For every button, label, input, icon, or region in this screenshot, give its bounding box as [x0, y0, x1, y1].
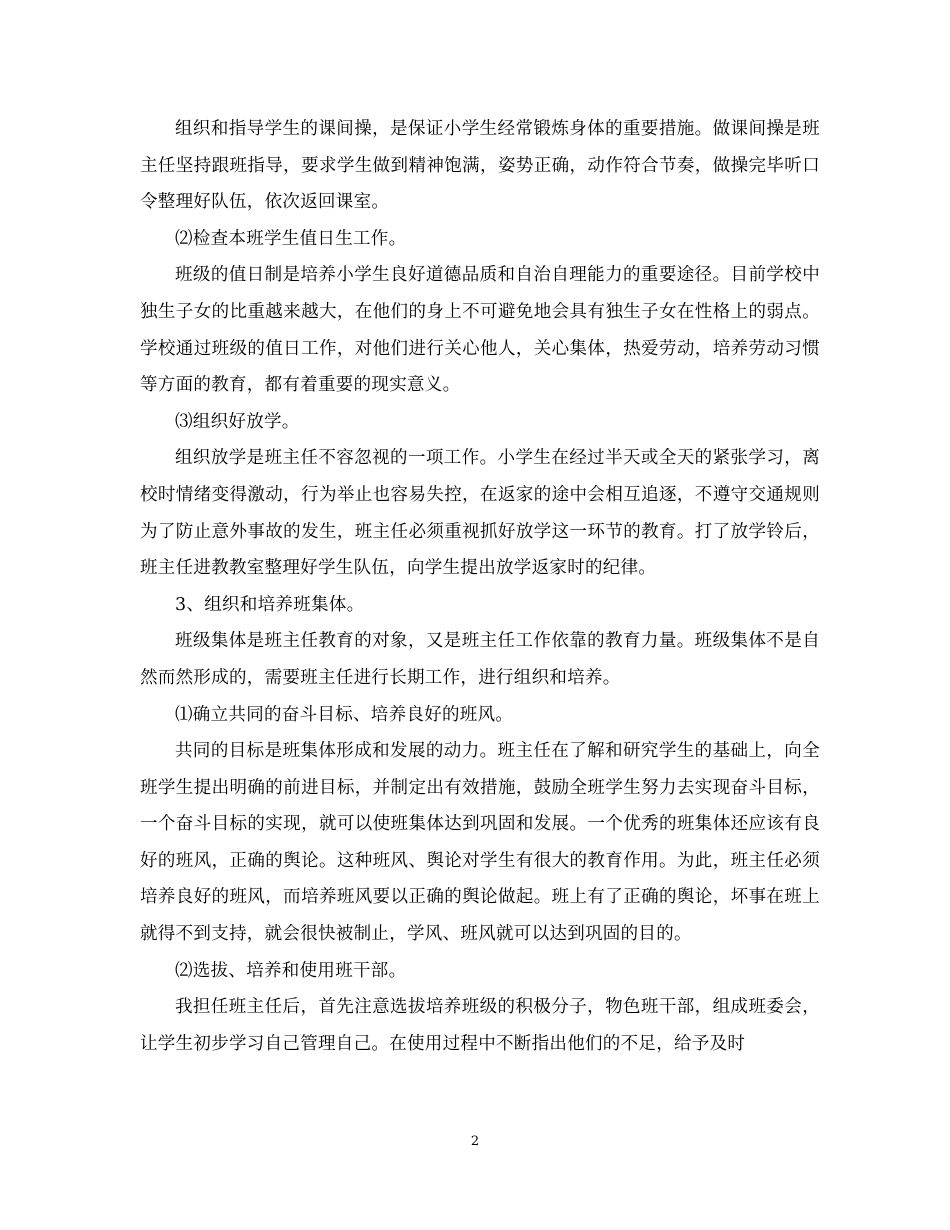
paragraph-dismissal: 组织放学是班主任不容忽视的一项工作。小学生在经过半天或全天的紧张学习，离校时情绪变得激动，行为举止也容易失控，在返家的途中会相互追逐，不遵守交通规则为了防止意外事故的发生，班主任必须重视抓好放学这一环节的教育。打了放学铃后，班主任进教教室整理好学生队伍，向学生提出放学返家时的纪律。: [140, 448, 820, 579]
paragraph-duty-system: 班级的值日制是培养小学生良好道德品质和自治自理能力的重要途径。目前学校中独生子女的比重越来越大，在他们的身上不可避免地会具有独生子女在性格上的弱点。学校通过班级的值日工作，对他们进行关心他人，关心集体，热爱劳动，培养劳动习惯等方面的教育，都有着重要的现实意义。: [140, 265, 820, 396]
heading-check-duty-students: ⑵检查本班学生值日生工作。: [175, 228, 407, 249]
heading-organize-dismissal: ⑶组织好放学。: [175, 411, 300, 432]
paragraph-exercise-guidance: 组织和指导学生的课间操，是保证小学生经常锻炼身体的重要措施。做课间操是班主任坚持跟班指导，要求学生做到精神饱满，姿势正确，动作符合节奏，做操完毕听口令整理好队伍，依次返回课室。: [140, 119, 820, 213]
page-number: 2: [470, 1134, 480, 1149]
heading-common-goals: ⑴确立共同的奋斗目标、培养良好的班风。: [175, 704, 514, 725]
heading-class-cadres: ⑵选拔、培养和使用班干部。: [175, 960, 407, 981]
paragraph-common-goals: 共同的目标是班集体形成和发展的动力。班主任在了解和研究学生的基础上，向全班学生提出明确的前进目标，并制定出有效措施，鼓励全班学生努力去实现奋斗目标，一个奋斗目标的实现，就可以使班集体达到巩固和发展。一个优秀的班集体还应该有良好的班风，正确的舆论。这种班风、舆论对学生有很大的教育作用。为此，班主任必须培养良好的班风，而培养班风要以正确的舆论做起。班上有了正确的舆论，坏事在班上就得不到支持，就会很快被制止，学风、班风就可以达到巩固的目的。: [140, 741, 820, 945]
paragraph-class-cadres: 我担任班主任后，首先注意选拔培养班级的积极分子，物色班干部，组成班委会，让学生初步学习自己管理自己。在使用过程中不断指出他们的不足，给予及时: [140, 997, 820, 1054]
heading-build-class-collective: 3、组织和培养班集体。: [175, 594, 365, 615]
paragraph-class-collective: 班级集体是班主任教育的对象，又是班主任工作依靠的教育力量。班级集体不是自然而然形成的，需要班主任进行长期工作，进行组织和培养。: [140, 631, 820, 688]
document-body: [140, 111, 820, 1062]
